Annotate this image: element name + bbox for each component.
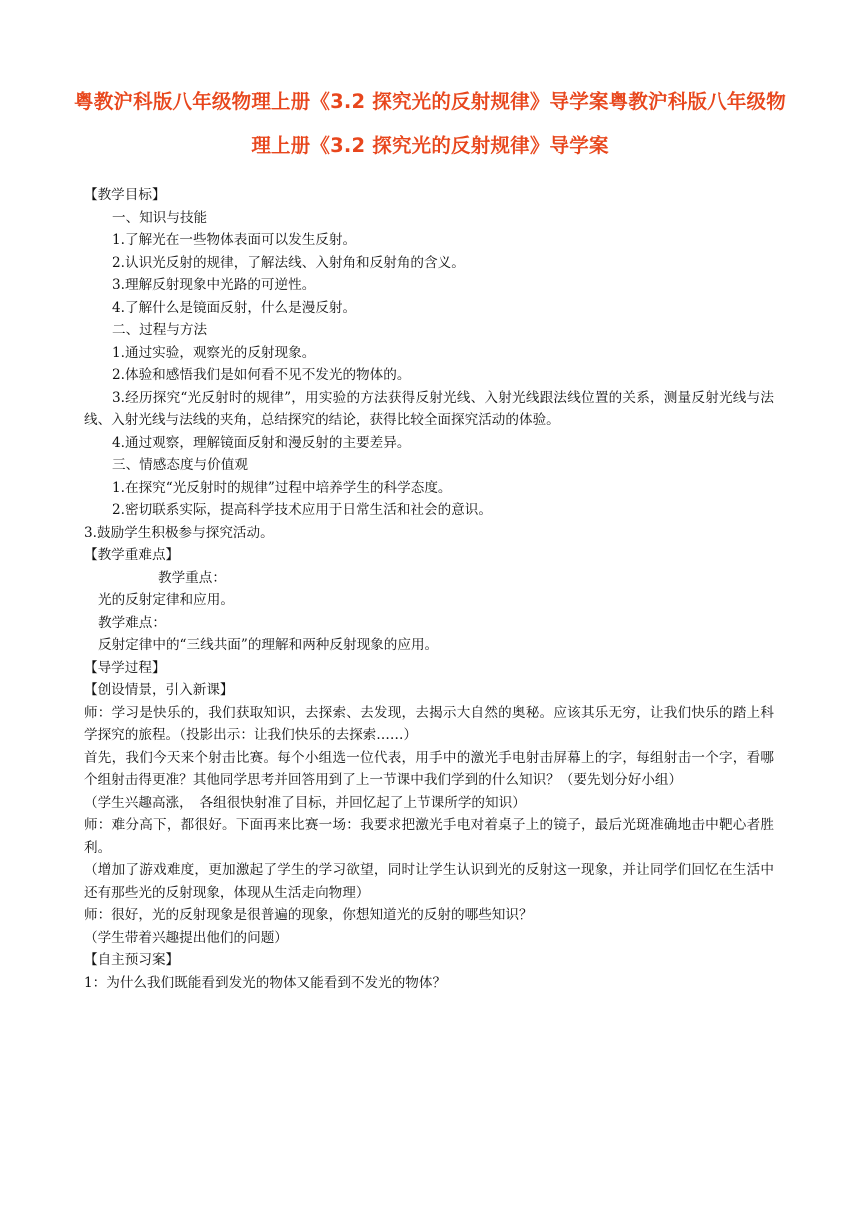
paragraph: （学生兴趣高涨， 各组很快射准了目标，并回忆起了上节课所学的知识）	[84, 794, 526, 811]
subsection-heading: 一、知识与技能	[112, 209, 208, 226]
section-heading: 【教学重难点】	[84, 547, 180, 563]
document-body	[84, 184, 774, 994]
paragraph: （增加了游戏难度，更加激起了学生的学习欲望，同时让学生认识到光的反射这一现象，并让同学们回忆在生活中还有那些光的反射现象，体现从生活走向物理）	[84, 862, 774, 901]
list-item: 3.理解反射现象中光路的可逆性。	[112, 277, 316, 293]
document-title	[70, 80, 790, 168]
list-item: 3.经历探究“光反射时的规律”，用实验的方法获得反射光线、入射光线跟法线位置的关系，测量反射光线与法线、入射光线与法线的夹角，总结探究的结论，获得比较全面探究活动的体验。	[84, 389, 774, 428]
section-heading: 【教学目标】	[84, 187, 166, 203]
section-heading: 【创设情景，引入新课】	[84, 682, 234, 698]
paragraph: （学生带着兴趣提出他们的问题）	[84, 929, 288, 946]
list-item: 2.密切联系实际，提高科学技术应用于日常生活和社会的意识。	[112, 502, 492, 518]
paragraph: 师：很好，光的反射现象是很普遍的现象，你想知道光的反射的哪些知识？	[84, 907, 533, 923]
list-item: 2.认识光反射的规律，了解法线、入射角和反射角的含义。	[112, 254, 465, 271]
difficulty-label: 教学难点：	[98, 614, 166, 631]
list-item: 1.在探究“光反射时的规律”过程中培养学生的科学态度。	[112, 479, 452, 496]
list-item: 1.通过实验，观察光的反射现象。	[112, 344, 316, 361]
list-item: 2.体验和感悟我们是如何看不见不发光的物体的。	[112, 367, 411, 383]
question: 1：为什么我们既能看到发光的物体又能看到不发光的物体？	[84, 974, 447, 991]
list-item: 3.鼓励学生积极参与探究活动。	[84, 524, 274, 541]
subsection-heading: 二、过程与方法	[112, 322, 208, 338]
difficulty-text: 反射定律中的“三线共面”的理解和两种反射现象的应用。	[98, 637, 439, 653]
title-part-2: 粤教沪科版八年级物理上册《3.2 探究光的反射规律》导学案	[251, 90, 786, 157]
paragraph: 师：难分高下，都很好。下面再来比赛一场：我要求把激光手电对着桌子上的镜子，最后光斑准确地击中靶心者胜利。	[84, 817, 774, 856]
paragraph: 师：学习是快乐的，我们获取知识，去探索、去发现，去揭示大自然的奥秘。应该其乐无穷，让我们快乐的踏上科学探究的旅程。（投影出示：让我们快乐的去探索……）	[84, 704, 774, 743]
key-point-label: 教学重点：	[158, 569, 226, 586]
title-part-1: 粤教沪科版八年级物理上册《3.2 探究光的反射规律》导学案	[74, 90, 609, 113]
list-item: 4.了解什么是镜面反射，什么是漫反射。	[112, 299, 357, 316]
list-item: 4.通过观察，理解镜面反射和漫反射的主要差异。	[112, 434, 411, 451]
paragraph: 首先，我们今天来个射击比赛。每个小组选一位代表，用手中的激光手电射击屏幕上的字，每组射击一个字，看哪个组射击得更准？其他同学思考并回答用到了上一节课中我们学到的什么知识？（要先划分好小组）	[84, 749, 774, 788]
subsection-heading: 三、情感态度与价值观	[112, 457, 248, 473]
key-point-text: 光的反射定律和应用。	[98, 592, 234, 608]
list-item: 1.了解光在一些物体表面可以发生反射。	[112, 232, 357, 248]
section-heading: 【导学过程】	[84, 659, 166, 676]
section-heading: 【自主预习案】	[84, 952, 180, 968]
